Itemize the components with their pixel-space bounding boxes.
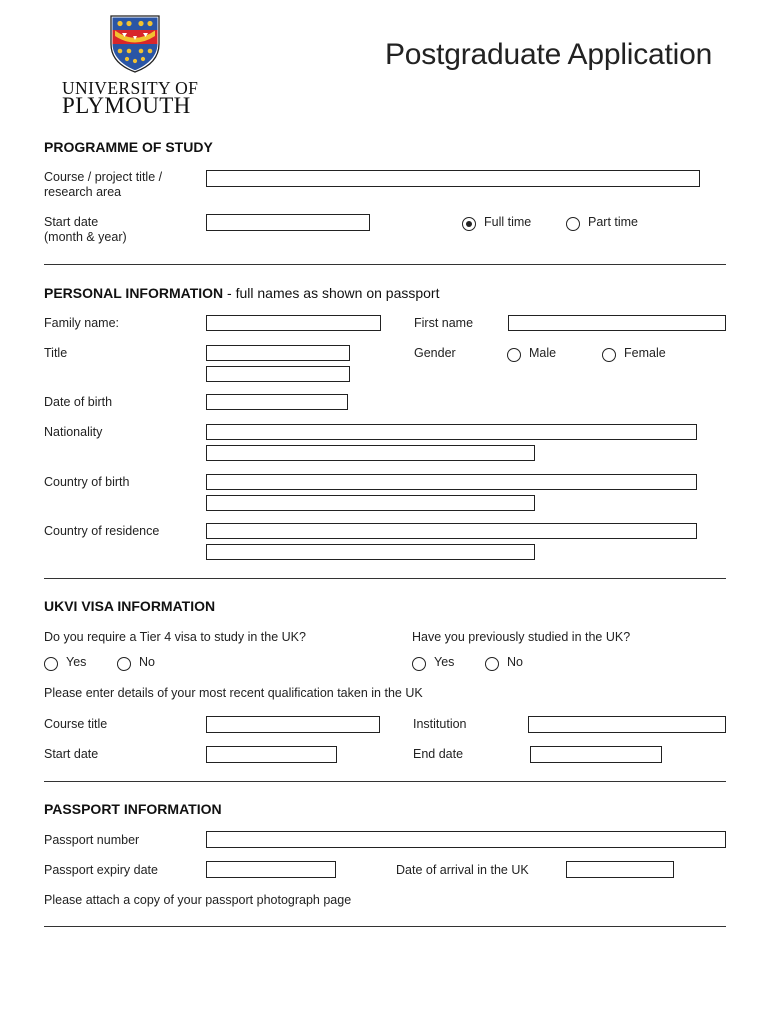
gender-label: Gender xyxy=(414,346,456,360)
university-name-line2: PLYMOUTH xyxy=(62,93,191,118)
university-name-line1: UNIVERSITY OF xyxy=(62,78,199,98)
country-residence-label: Country of residence xyxy=(44,524,160,538)
title-label: Title xyxy=(44,346,68,360)
qual-course-title-input[interactable] xyxy=(206,716,380,733)
passport-attach-instruction: Please attach a copy of your passport photograph page xyxy=(44,893,352,907)
tier4-no-radio[interactable] xyxy=(117,657,131,671)
dob-input[interactable] xyxy=(206,394,348,410)
page-title: Postgraduate Application xyxy=(385,38,713,71)
first-name-input[interactable] xyxy=(508,315,726,331)
qual-course-title-label: Course title xyxy=(44,717,108,731)
qual-end-date-input[interactable] xyxy=(530,746,662,763)
part-time-radio[interactable] xyxy=(566,217,580,231)
female-radio[interactable] xyxy=(602,348,616,362)
dob-label: Date of birth xyxy=(44,395,113,409)
part-time-label: Part time xyxy=(588,215,639,229)
tier4-yes-radio[interactable] xyxy=(44,657,58,671)
visa-heading: UKVI VISA INFORMATION xyxy=(44,598,216,614)
section-divider xyxy=(44,926,726,927)
qualification-instruction: Please enter details of your most recent qualification taken in the UK xyxy=(44,686,423,700)
country-birth-input[interactable] xyxy=(206,474,697,490)
qual-start-date-input[interactable] xyxy=(206,746,337,763)
title-input-2[interactable] xyxy=(206,366,350,382)
country-birth-input-2[interactable] xyxy=(206,495,535,511)
passport-number-label: Passport number xyxy=(44,833,140,847)
full-time-label: Full time xyxy=(484,215,532,229)
full-time-radio[interactable] xyxy=(462,217,476,231)
previous-study-question: Have you previously studied in the UK? xyxy=(412,630,631,644)
title-input[interactable] xyxy=(206,345,350,361)
personal-heading xyxy=(44,285,440,301)
course-title-input[interactable] xyxy=(206,170,700,187)
university-crest-logo xyxy=(108,14,162,74)
female-label: Female xyxy=(624,346,666,360)
passport-heading: PASSPORT INFORMATION xyxy=(44,801,222,817)
programme-heading: PROGRAMME OF STUDY xyxy=(44,139,213,155)
country-birth-label: Country of birth xyxy=(44,475,130,489)
personal-heading-sub: - full names as shown on passport xyxy=(223,285,440,301)
crest-shield-icon xyxy=(108,14,162,74)
passport-expiry-label: Passport expiry date xyxy=(44,863,158,877)
country-residence-input[interactable] xyxy=(206,523,697,539)
first-name-label: First name xyxy=(414,316,474,330)
qual-end-date-label: End date xyxy=(413,747,464,761)
family-name-label: Family name: xyxy=(44,316,120,330)
arrival-date-label: Date of arrival in the UK xyxy=(396,863,529,877)
qual-start-date-label: Start date xyxy=(44,747,99,761)
tier4-no-label: No xyxy=(139,655,155,669)
country-residence-input-2[interactable] xyxy=(206,544,535,560)
passport-number-input[interactable] xyxy=(206,831,726,848)
arrival-date-input[interactable] xyxy=(566,861,674,878)
male-radio[interactable] xyxy=(507,348,521,362)
institution-label: Institution xyxy=(413,717,467,731)
previous-study-yes-label: Yes xyxy=(434,655,455,669)
start-date-input[interactable] xyxy=(206,214,370,231)
previous-study-no-label: No xyxy=(507,655,523,669)
passport-expiry-input[interactable] xyxy=(206,861,336,878)
section-divider xyxy=(44,781,726,782)
personal-heading-main: PERSONAL INFORMATION xyxy=(44,285,224,301)
male-label: Male xyxy=(529,346,557,360)
course-label: Course / project title / research area xyxy=(44,170,163,199)
nationality-label: Nationality xyxy=(44,425,103,439)
section-divider xyxy=(44,264,726,265)
previous-study-yes-radio[interactable] xyxy=(412,657,426,671)
start-date-label: Start date (month & year) xyxy=(44,215,127,244)
tier4-question: Do you require a Tier 4 visa to study in the UK? xyxy=(44,630,306,644)
tier4-yes-label: Yes xyxy=(66,655,87,669)
nationality-input-2[interactable] xyxy=(206,445,535,461)
institution-input[interactable] xyxy=(528,716,726,733)
section-divider xyxy=(44,578,726,579)
previous-study-no-radio[interactable] xyxy=(485,657,499,671)
family-name-input[interactable] xyxy=(206,315,381,331)
nationality-input[interactable] xyxy=(206,424,697,440)
